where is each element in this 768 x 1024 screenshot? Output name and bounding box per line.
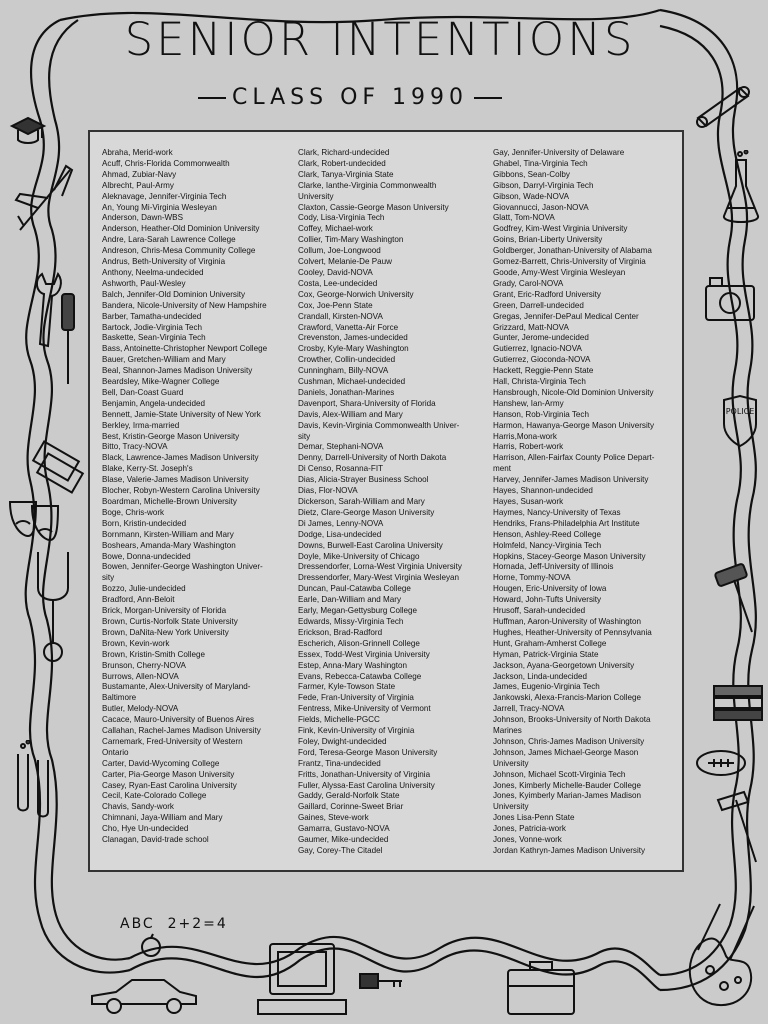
senior-entry: Beal, Shannon-James Madison University [102,366,253,376]
senior-entry: Cox, George-Norwich University [298,289,414,299]
senior-entry: Gaines, Steve-work [298,813,369,823]
senior-entry: Brown, Curtis-Norfolk State University [102,616,238,626]
senior-entry: Dias, Alicia-Strayer Business School [298,475,429,485]
car-icon [86,974,202,1018]
senior-entry: Gunter, Jerome-undecided [493,333,589,343]
graduation-cap-icon [8,112,48,152]
senior-entry: Earle, Dan-William and Mary [298,595,401,605]
senior-entry: Acuff, Chris-Florida Commonwealth [102,158,230,168]
senior-entry: Dressendorfer, Lorna-West Virginia University [298,562,462,572]
books-icon [710,680,766,724]
senior-entry: Cushman, Michael-undecided [298,377,406,387]
page-subtitle [180,84,520,112]
senior-entry: Dodge, Lisa-undecided [298,529,382,539]
senior-entry: Grady, Carol-NOVA [493,278,564,288]
senior-entry: Clark, Robert-undecided [298,158,386,168]
senior-entry: Cho, Hye Un-undecided [102,824,189,834]
senior-entry: Bass, Antoinette-Christopher Newport College [102,344,268,354]
senior-entry: Davis, Kevin-Virginia Commonwealth Univer- [298,420,460,430]
senior-entry: University [493,802,529,812]
senior-entry: Dias, Flor-NOVA [298,486,358,496]
airplane-icon [10,160,80,240]
senior-entry: Harmon, Hawanya-George Mason University [493,420,655,430]
senior-entry: ment [493,464,511,474]
computer-icon [252,940,352,1020]
senior-entry: Blocher, Robyn-Western Carolina University [102,486,260,496]
senior-entry: Demar, Stephani-NOVA [298,442,384,452]
senior-entry: Crosby, Kyle-Mary Washington [298,344,409,354]
senior-entry: Abraha, Merid-work [102,148,173,157]
senior-entry: Godfrey, Kim-West Virginia University [493,224,628,234]
senior-entry: Born, Kristin-undecided [102,518,187,528]
senior-entry: Ghabel, Tina-Virginia Tech [493,158,588,168]
senior-entry: Johnson, Brooks-University of North Dakota [493,715,651,725]
senior-entry: Holmfeld, Nancy-Virginia Tech [493,540,602,550]
senior-entry: Jones, Vonne-work [493,835,562,845]
senior-entry: Gregas, Jennifer-DePaul Medical Center [493,311,639,321]
senior-entry: Gomez-Barrett, Chris-University of Virginia [493,257,646,267]
senior-entry: Hanson, Rob-Virginia Tech [493,409,589,419]
senior-entry: Aleknavage, Jennifer-Virginia Tech [102,191,227,201]
senior-entry: Colvert, Melanie-De Pauw [298,257,393,267]
senior-entry: Balch, Jennifer-Old Dominion University [102,289,246,299]
senior-entry: Anderson, Heather-Old Dominion University [102,224,260,234]
senior-entry: Evans, Rebecca-Catawba College [298,671,422,681]
senior-entry: Goode, Amy-West Virginia Wesleyan [493,267,626,277]
senior-entry: Hughes, Heather-University of Pennsylvania [493,627,652,637]
senior-entry: Fuller, Alyssa-East Carolina University [298,780,435,790]
senior-entry: Brick, Morgan-University of Florida [102,606,227,616]
senior-entry: Bartock, Jodie-Virginia Tech [102,322,203,332]
senior-entry: Fink, Kevin-University of Virginia [298,726,415,736]
senior-entry: Huffman, Aaron-University of Washington [493,616,642,626]
senior-entry: Clanagan, David-trade school [102,835,209,845]
senior-entry: Jarrell, Tracy-NOVA [493,704,565,714]
senior-entry: Gutierrez, Ignacio-NOVA [493,344,582,354]
senior-entry: Dressendorfer, Mary-West Virginia Wesleyan [298,573,460,583]
senior-entry: Coffey, Michael-work [298,224,373,234]
senior-entry: Ahmad, Zubiar-Navy [102,169,177,179]
senior-entry: Blake, Kerry-St. Joseph's [102,464,193,474]
senior-entry: Jackson, Linda-undecided [493,671,588,681]
senior-entry: Gutierrez, Gioconda-NOVA [493,355,591,365]
names-column-2 [298,148,488,857]
senior-entry: Davis, Alex-William and Mary [298,409,403,419]
senior-entry: Foley, Dwight-undecided [298,736,387,746]
money-icon [30,440,86,500]
senior-entry: Dickerson, Sarah-William and Mary [298,497,425,506]
senior-entry: Jankowski, Alexa-Francis-Marion College [493,693,641,703]
senior-entry: Bornmann, Kirsten-William and Mary [102,529,234,539]
senior-entry: Harris, Robert-work [493,442,564,452]
gavel-icon [712,560,762,636]
senior-entry: Ashworth, Paul-Wesley [102,278,186,288]
senior-entry: Andreson, Chris-Mesa Community College [102,246,256,256]
senior-entry: Jackson, Ayana-Georgetown University [493,660,635,670]
senior-entry: Hrusoff, Sarah-undecided [493,606,586,616]
senior-entry: Anthony, Neelma-undecided [102,267,204,277]
senior-entry: Crandall, Kirsten-NOVA [298,311,383,321]
senior-entry: Boshears, Amanda-Mary Washington [102,540,236,550]
senior-entry: Burrows, Allen-NOVA [102,671,179,681]
senior-entry: Bauer, Gretchen-William and Mary [102,355,226,365]
senior-entry: Fentress, Mike-University of Vermont [298,704,431,714]
senior-entry: Boardman, Michelle-Brown University [102,497,237,506]
senior-entry: Hansbrough, Nicole-Old Dominion University [493,387,654,397]
senior-entry: Harrison, Allen-Fairfax County Police Depart- [493,453,655,463]
senior-entry: Claxton, Cassie-George Mason University [298,202,449,212]
senior-entry: Carter, Pia-George Mason University [102,769,235,779]
senior-entry: Horne, Tommy-NOVA [493,573,571,583]
senior-entry: Blase, Valerie-James Madison University [102,475,249,485]
senior-entry: Hyman, Patrick-Virginia State [493,649,599,659]
senior-entry: Harris,Mona-work [493,431,557,441]
senior-entry: Barber, Tamatha-undecided [102,311,202,321]
senior-entry: University [298,191,334,201]
senior-entry: Doyle, Mike-University of Chicago [298,551,420,561]
senior-entry: Bandera, Nicole-University of New Hampshire [102,300,267,310]
senior-entry: Jones, Patricia-work [493,824,566,834]
senior-entry: Beardsley, Mike-Wagner College [102,377,220,387]
senior-entry: Bustamante, Alex-University of Maryland- [102,682,251,692]
senior-entry: Carter, David-Wycoming College [102,758,220,768]
senior-entry: Crevenston, James-undecided [298,333,408,343]
senior-entry: Daniels, Jonathan-Marines [298,387,395,397]
senior-entry: Dietz, Clare-George Mason University [298,507,435,517]
senior-entry: Baskette, Sean-Virginia Tech [102,333,206,343]
senior-entry: Haymes, Nancy-University of Texas [493,507,621,517]
test-tubes-icon [8,740,58,820]
senior-entry: Hall, Christa-Virginia Tech [493,377,586,387]
senior-entry: Clark, Richard-undecided [298,148,390,157]
senior-entry: Estep, Anna-Mary Washington [298,660,408,670]
senior-entry: Hanshew, Ian-Army [493,398,564,408]
senior-entry: Gaumer, Mike-undecided [298,835,389,845]
senior-entry: Cox, Joe-Penn State [298,300,373,310]
senior-entry: Johnson, Chris-James Madison University [493,736,645,746]
senior-entry: Collier, Tim-Mary Washington [298,235,404,245]
senior-entry: Howard, John-Tufts University [493,595,602,605]
senior-entry: Butler, Melody-NOVA [102,704,179,714]
camera-icon [700,270,760,330]
senior-entry: Andrus, Beth-University of Virginia [102,257,226,267]
senior-entry: Frantz, Tina-undecided [298,758,381,768]
senior-entry: Clarke, Ianthe-Virginia Commonwealth [298,180,437,190]
doodle-text: ABC 2+2=4 [120,916,228,932]
senior-entry: Bradford, Ann-Beloit [102,595,175,605]
senior-entry: Escherich, Alison-Grinnell College [298,638,420,648]
senior-entry: Edwards, Missy-Virginia Tech [298,616,404,626]
senior-entry: Davenport, Shara-University of Florida [298,398,436,408]
senior-entry: Goldberger, Jonathan-University of Alabama [493,246,652,256]
senior-entry: Callahan, Rachel-James Madison University [102,726,261,736]
senior-entry: Gay, Corey-The Citadel [298,846,383,855]
senior-entry: Jordan Kathryn-James Madison University [493,846,646,855]
page-title: SENIOR INTENTIONS [124,13,636,66]
senior-entry: Brown, Kevin-work [102,638,170,648]
senior-entry: Jones Lisa-Penn State [493,813,575,823]
senior-entry: Bozzo, Julie-undecided [102,584,186,594]
senior-entry: Johnson, James Michael-George Mason [493,747,639,757]
senior-entry: Collum, Joe-Longwood [298,246,381,256]
senior-entry: Duncan, Paul-Catawba College [298,584,411,594]
senior-entry: Hackett, Reggie-Penn State [493,366,594,376]
key-icon [358,972,404,990]
senior-entry: Farmer, Kyle-Towson State [298,682,396,692]
senior-entry: Fritts, Jonathan-University of Virginia [298,769,431,779]
senior-entry: Denny, Darrell-University of North Dakota [298,453,447,463]
police-badge-icon [718,394,762,448]
senior-entry: Gamarra, Gustavo-NOVA [298,824,390,834]
senior-entry: Crawford, Vanetta-Air Force [298,322,399,332]
senior-entry: Bowe, Donna-undecided [102,551,191,561]
palette-icon [680,900,760,1010]
senior-entry: Black, Lawrence-James Madison University [102,453,259,463]
senior-entry: Grizzard, Matt-NOVA [493,322,569,332]
senior-entry: Hendriks, Frans-Philadelphia Art Institute [493,518,640,528]
senior-entry: Gibbons, Sean-Colby [493,169,570,179]
screwdriver-icon [56,290,80,390]
senior-entry: Carnemark, Fred-University of Western [102,736,243,746]
senior-entry: Best, Kristin-George Mason University [102,431,240,441]
senior-entry: Casey, Ryan-East Carolina University [102,780,237,790]
senior-entry: Johnson, Michael Scott-Virginia Tech [493,769,626,779]
senior-entry: Early, Megan-Gettysburg College [298,606,418,616]
senior-entry: University [493,758,529,768]
senior-entry: Clark, Tanya-Virginia State [298,169,394,179]
football-icon [694,746,748,780]
senior-entry: Hopkins, Stacey-George Mason University [493,551,646,561]
senior-entry: Berkley, Irma-married [102,420,180,430]
senior-entry: Di Censo, Rosanna-FIT [298,464,384,474]
senior-entry: Hunt, Graham-Amherst College [493,638,607,648]
senior-entry: Hornada, Jeff-University of Illinois [493,562,614,572]
senior-entry: Cody, Lisa-Virginia Tech [298,213,385,223]
senior-entry: Brown, Kristin-Smith College [102,649,206,659]
senior-entry: Hayes, Susan-work [493,497,564,506]
senior-entry: Fields, Michelle-PGCC [298,715,380,725]
senior-entry: Gibson, Darryl-Virginia Tech [493,180,594,190]
senior-entry: Boge, Chris-work [102,507,165,517]
senior-entry: Goins, Brian-Liberty University [493,235,603,245]
names-column-3 [493,148,681,857]
senior-entry: Bitto, Tracy-NOVA [102,442,168,452]
subtitle-text: CLASS OF 1990 [231,85,469,110]
apple-icon [138,932,164,958]
senior-entry: Erickson, Brad-Radford [298,627,383,637]
briefcase-icon [504,956,578,1018]
stethoscope-icon [28,548,78,668]
senior-entry: Gaddy, Gerald-Norfolk State [298,791,400,801]
senior-entry: James, Eugenio-Virginia Tech [493,682,600,692]
senior-entry: Gaillard, Corinne-Sweet Briar [298,802,404,812]
senior-entry: Jones, Kimberly Michelle-Bauder College [493,780,642,790]
senior-entry: Harvey, Jennifer-James Madison University [493,475,649,485]
senior-entry: Cunningham, Billy-NOVA [298,366,389,376]
senior-entry: Chimnani, Jaya-William and Mary [102,813,223,823]
senior-entry: Brown, DaNita-New York University [102,627,229,637]
senior-entry: Albrecht, Paul-Army [102,180,174,190]
senior-entry: Downs, Burwell-East Carolina University [298,540,443,550]
senior-entry: Gay, Jennifer-University of Delaware [493,148,625,157]
senior-entry: Cecil, Kate-Colorado College [102,791,207,801]
svg-text:POLICE: POLICE [725,407,755,416]
senior-entry: Baltimore [102,693,137,703]
subtitle-dash-right [474,97,502,99]
senior-entry: Grant, Eric-Radford University [493,289,601,299]
senior-entry: Green, Darrell-undecided [493,300,584,310]
senior-entry: Marines [493,726,522,736]
senior-entry: Crowther, Collin-undecided [298,355,396,365]
senior-entry: Hayes, Shannon-undecided [493,486,593,496]
senior-entry: Cooley, David-NOVA [298,267,373,277]
hammer-icon [714,786,764,866]
senior-entry: Bell, Dan-Coast Guard [102,387,184,397]
senior-entry: Benjamin, Angela-undecided [102,398,206,408]
names-column-1 [102,148,290,846]
senior-entry: Jones, Kyimberly Marian-James Madison [493,791,641,801]
senior-entry: An, Young Mi-Virginia Wesleyan [102,202,217,212]
senior-entry: Hougen, Eric-University of Iowa [493,584,607,594]
senior-entry: sity [298,431,311,441]
subtitle-dash-left [198,97,226,99]
senior-entry: Ford, Teresa-George Mason University [298,747,438,757]
senior-entry: Gibson, Wade-NOVA [493,191,570,201]
senior-entry: Anderson, Dawn-WBS [102,213,183,223]
senior-entry: Giovannucci, Jason-NOVA [493,202,589,212]
senior-entry: sity [102,573,115,583]
senior-entry: Di James, Lenny-NOVA [298,518,384,528]
theater-masks-icon [6,496,60,542]
senior-entry: Costa, Lee-undecided [298,278,378,288]
senior-entry: Henson, Ashley-Reed College [493,529,601,539]
senior-entry: Brunson, Cherry-NOVA [102,660,186,670]
senior-entry: Chavis, Sandy-work [102,802,174,812]
flask-icon [718,150,764,230]
senior-entry: Cacace, Mauro-University of Buenos Aires [102,715,255,725]
senior-entry: Fede, Fran-University of Virginia [298,693,414,703]
diploma-icon [692,78,752,128]
senior-entry: Bowen, Jennifer-George Washington Univer- [102,562,263,572]
senior-entry: Andre, Lara-Sarah Lawrence College [102,235,236,245]
senior-entry: Bennett, Jamie-State University of New York [102,409,261,419]
senior-entry: Essex, Todd-West Virginia University [298,649,430,659]
senior-entry: Glatt, Tom-NOVA [493,213,555,223]
senior-entry: Ontario [102,747,129,757]
